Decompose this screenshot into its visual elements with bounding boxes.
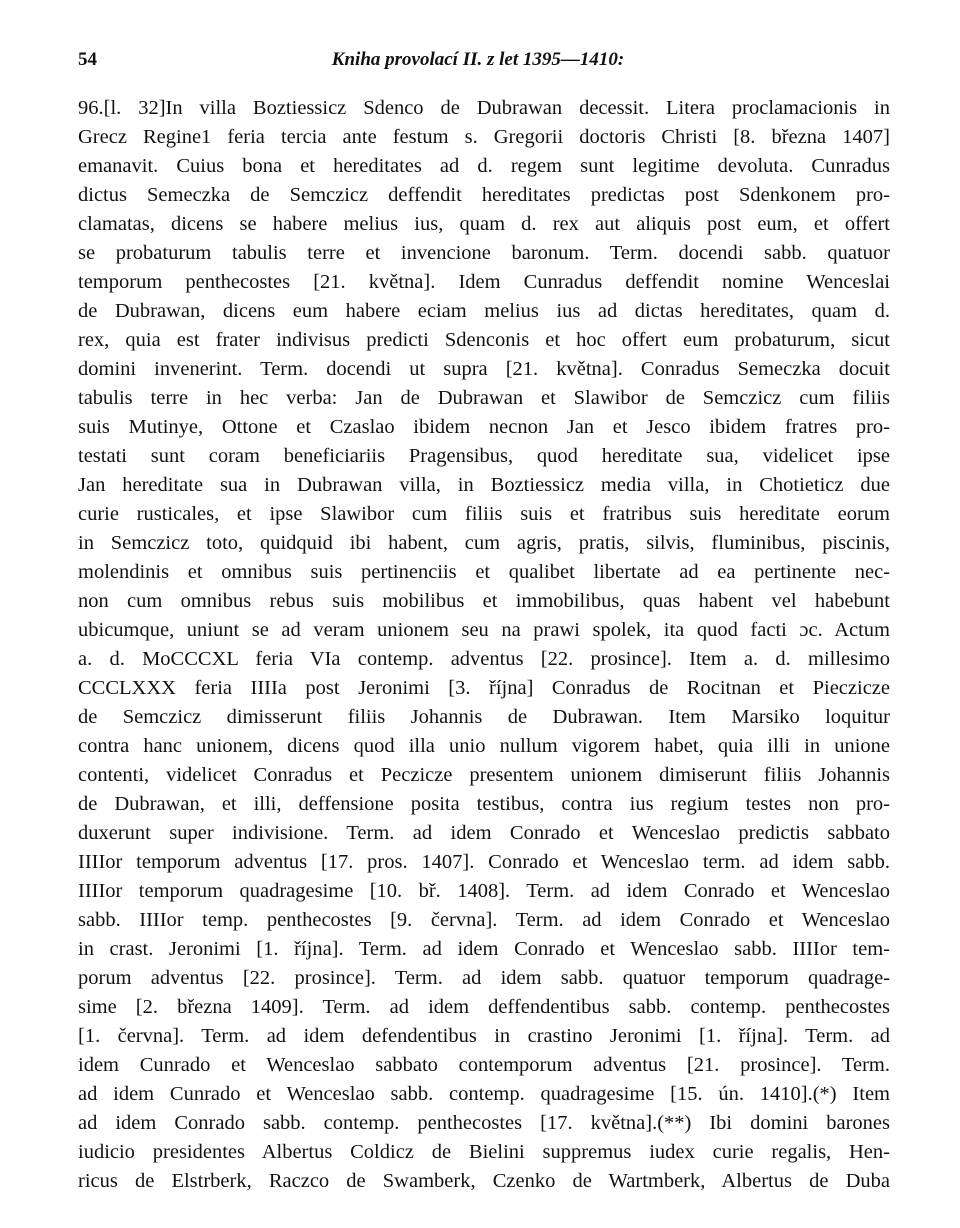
text-line: rex, quia est frater indivisus predicti Sdenconis et hoc offert eum probaturum, sicut [78, 329, 890, 351]
text-line: testati sunt coram beneficiariis Pragensibus, quod hereditate sua, videlicet ipse [78, 445, 890, 467]
text-line: curie rusticales, et ipse Slawibor cum filiis suis et fratribus suis hereditate eorum [78, 503, 890, 525]
text-line: IIIIor temporum adventus [17. pros. 1407]. Conrado et Wenceslao term. ad idem sabb. [78, 851, 890, 873]
text-line: Grecz Regine1 feria tercia ante festum s. Gregorii doctoris Christi [8. března 1407] [78, 126, 890, 148]
text-line: iudicio presidentes Albertus Coldicz de Bielini suppremus iudex curie regalis, Hen- [78, 1141, 890, 1163]
text-line: ricus de Elstrberk, Raczco de Swamberk, Czenko de Wartmberk, Albertus de Duba [78, 1170, 890, 1192]
text-line: contenti, videlicet Conradus et Peczicze presentem unionem dimiserunt filiis Johannis [78, 764, 890, 786]
text-line: tabulis terre in hec verba: Jan de Dubrawan et Slawibor de Semczicz cum filiis [78, 387, 890, 409]
page-number: 54 [78, 49, 97, 70]
text-line: emanavit. Cuius bona et hereditates ad d. regem sunt legitime devoluta. Cunradus [78, 155, 890, 177]
text-line: sabb. IIIIor temp. penthecostes [9. června]. Term. ad idem Conrado et Wenceslao [78, 909, 890, 931]
text-line: clamatas, dicens se habere melius ius, quam d. rex aut aliquis post eum, et offert [78, 213, 890, 235]
text-line: 96.[l. 32]In villa Boztiessicz Sdenco de Dubrawan decessit. Litera proclamacionis in [78, 97, 890, 119]
text-line: in crast. Jeronimi [1. října]. Term. ad idem Conrado et Wenceslao sabb. IIIIor tem- [78, 938, 890, 960]
text-line: duxerunt super indivisione. Term. ad idem Conrado et Wenceslao predictis sabbato [78, 822, 890, 844]
text-line: [1. června]. Term. ad idem defendentibus in crastino Jeronimi [1. října]. Term. ad [78, 1025, 890, 1047]
text-line: ad idem Conrado sabb. contemp. penthecostes [17. května].(**) Ibi domini barones [78, 1112, 890, 1134]
text-line: ad idem Cunrado et Wenceslao sabb. contemp. quadragesime [15. ún. 1410].(*) Item [78, 1083, 890, 1105]
text-line: a. d. MoCCCXL feria VIa contemp. adventus [22. prosince]. Item a. d. millesimo [78, 648, 890, 670]
text-line: non cum omnibus rebus suis mobilibus et immobilibus, quas habent vel habebunt [78, 590, 890, 612]
text-line: idem Cunrado et Wenceslao sabbato contemporum adventus [21. prosince]. Term. [78, 1054, 890, 1076]
text-line: CCCLXXX feria IIIIa post Jeronimi [3. října] Conradus de Rocitnan et Pieczicze [78, 677, 890, 699]
text-line: suis Mutinye, Ottone et Czaslao ibidem necnon Jan et Jesco ibidem fratres pro- [78, 416, 890, 438]
text-line: dictus Semeczka de Semczicz deffendit hereditates predictas post Sdenkonem pro- [78, 184, 890, 206]
text-line: de Semczicz dimisserunt filiis Johannis de Dubrawan. Item Marsiko loquitur [78, 706, 890, 728]
text-line: Jan hereditate sua in Dubrawan villa, in Boztiessicz media villa, in Chotieticz due [78, 474, 890, 496]
text-line: porum adventus [22. prosince]. Term. ad idem sabb. quatuor temporum quadrage- [78, 967, 890, 989]
text-line: de Dubrawan, et illi, deffensione posita testibus, contra ius regium testes non pro- [78, 793, 890, 815]
text-line: sime [2. března 1409]. Term. ad idem deffendentibus sabb. contemp. penthecostes [78, 996, 890, 1018]
body-text [78, 94, 890, 1196]
text-line: ubicumque, uniunt se ad veram unionem seu na prawi spolek, ita quod facti ɔc. Actum [78, 619, 890, 641]
text-line: contra hanc unionem, dicens quod illa unio nullum vigorem habet, quia illi in unione [78, 735, 890, 757]
page-header [78, 46, 878, 74]
text-line: IIIIor temporum quadragesime [10. bř. 1408]. Term. ad idem Conrado et Wenceslao [78, 880, 890, 902]
text-line: temporum penthecostes [21. května]. Idem Cunradus deffendit nomine Wenceslai [78, 271, 890, 293]
text-line: domini invenerint. Term. docendi ut supra [21. května]. Conradus Semeczka docuit [78, 358, 890, 380]
text-line: se probaturum tabulis terre et invencione baronum. Term. docendi sabb. quatuor [78, 242, 890, 264]
text-line: molendinis et omnibus suis pertinenciis et qualibet libertate ad ea pertinente nec- [78, 561, 890, 583]
text-line: in Semczicz toto, quidquid ibi habent, cum agris, pratis, silvis, fluminibus, piscinis, [78, 532, 890, 554]
running-title: Kniha provolací II. z let 1395—1410: [331, 49, 625, 70]
text-line: de Dubrawan, dicens eum habere eciam melius ius ad dictas hereditates, quam d. [78, 300, 890, 322]
